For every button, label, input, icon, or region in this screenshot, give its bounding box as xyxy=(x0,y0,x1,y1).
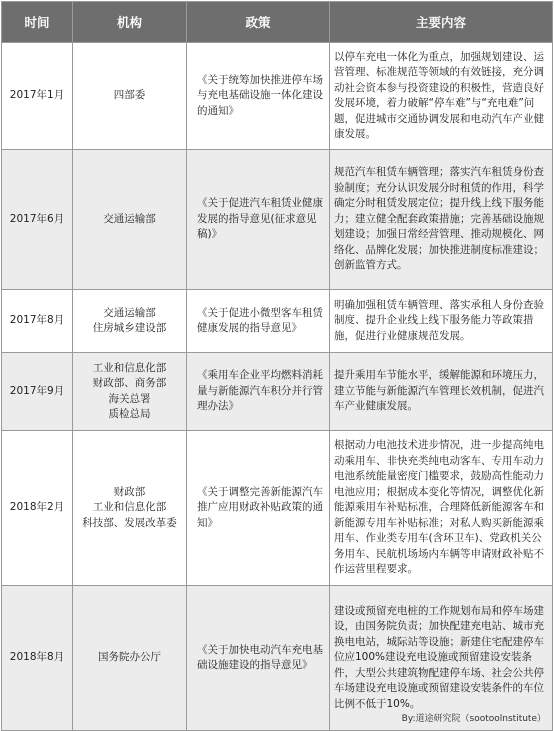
cell-time: 2018年2月 xyxy=(2,431,73,586)
table-body xyxy=(2,43,553,731)
cell-policy: 《关于促进小微型客车租赁健康发展的指导意见》 xyxy=(187,290,330,353)
cell-content: 明确加强租赁车辆管理、落实承租人身份查验制度、提升企业线上线下服务能力等政策措施，促进行业健康规范发展。 xyxy=(330,290,553,353)
cell-org xyxy=(73,290,187,353)
cell-policy: 《关于调整完善新能源汽车推广应用财政补贴政策的通知》 xyxy=(187,431,330,586)
org-name: 工业和信息化部 xyxy=(92,501,167,514)
org-name: 财政部 xyxy=(113,485,146,498)
org-name: 住房城乡建设部 xyxy=(92,322,167,334)
cell-org xyxy=(73,43,187,150)
header-time: 时间 xyxy=(2,2,73,43)
cell-content: 建设或预留充电桩的工作规划布局和停车场建设，由国务院负责；加快配建充电站、城市充换电电站，城际站等设施；新建住宅配建停车位应100%建设充电设施或预留建设安装条件，大型公共建筑物配建停车场、社会公共停车场建设充电设施或预留建设安装条件的车位比例不低于10%。 xyxy=(330,586,553,731)
cell-org xyxy=(73,353,187,431)
org-name: 质检总局 xyxy=(108,408,151,420)
header-row xyxy=(2,2,553,43)
cell-content: 根据动力电池技术进步情况，进一步提高纯电动乘用车、非快充类纯电动客车、专用车动力电池系统能量密度门槛要求，鼓励高性能动力电池应用；根据成本变化等情况，调整优化新能源乘用车补贴标准，合理降低新能源客车和新能源专用车补贴标准；对私人购买新能源乘用车、作业类专用车(含环卫车)、党政机关公务用车、民航机场场内车辆等申请财政补贴不作运营里程要求。 xyxy=(330,431,553,586)
cell-policy: 《关于加快电动汽车充电基础设施建设的指导意见》 xyxy=(187,586,330,731)
cell-time: 2017年8月 xyxy=(2,290,73,353)
cell-org xyxy=(73,431,187,586)
cell-org xyxy=(73,586,187,731)
cell-policy: 《关于统筹加快推进停车场与充电基础设施一体化建设的通知》 xyxy=(187,43,330,150)
cell-time: 2017年1月 xyxy=(2,43,73,150)
org-name: 交通运输部 xyxy=(103,306,156,319)
header-content: 主要内容 xyxy=(330,2,553,43)
table-row xyxy=(2,290,553,353)
org-name: 交通运输部 xyxy=(103,212,156,225)
org-name: 科技部、发展改革委 xyxy=(82,516,177,529)
cell-content: 提升乘用车节能水平，缓解能源和环境压力，建立节能与新能源汽车管理长效机制，促进汽车产业健康发展。 xyxy=(330,353,553,431)
cell-time: 2018年8月 xyxy=(2,586,73,731)
org-name: 四部委 xyxy=(113,89,146,102)
cell-content: 以停车充电一体化为重点，加强规划建设、运营管理、标准规范等领域的有效链接，充分调动社会资本参与投资建设的积极性，营造良好发展环境，着力破解“停车难”与“充电难”问题，促进城市交通协调发展和电动汽车产业健康发展。 xyxy=(330,43,553,150)
org-name: 国务院办公厅 xyxy=(98,651,161,664)
table-row xyxy=(2,586,553,731)
header-policy: 政策 xyxy=(187,2,330,43)
org-name: 工业和信息化部 xyxy=(92,361,167,374)
cell-org xyxy=(73,150,187,290)
org-name: 海关总署 xyxy=(108,392,151,405)
source-credit: By:道途研究院（sootoolnstitute） xyxy=(401,714,546,724)
cell-time: 2017年6月 xyxy=(2,150,73,290)
header-org: 机构 xyxy=(73,2,187,43)
cell-policy: 《乘用车企业平均燃料消耗量与新能源汽车积分并行管理办法》 xyxy=(187,353,330,431)
table-row xyxy=(2,431,553,586)
org-name: 财政部、商务部 xyxy=(92,377,167,389)
cell-policy: 《关于促进汽车租赁业健康发展的指导意见(征求意见稿)》 xyxy=(187,150,330,290)
cell-content: 规范汽车租赁车辆管理；落实汽车租赁身份查验制度；充分认识发展分时租赁的作用，科学确定分时租赁发展定位；提升线上线下服务能力；建立健全配套政策措施；完善基础设施规划建设；加强日常经营管理、推动规模化、网络化、品牌化发展；加快推进制度标准建设；创新监管方式。 xyxy=(330,150,553,290)
table-row xyxy=(2,150,553,290)
cell-time: 2017年9月 xyxy=(2,353,73,431)
table-row xyxy=(2,353,553,431)
policy-table xyxy=(1,1,553,731)
table-row xyxy=(2,43,553,150)
